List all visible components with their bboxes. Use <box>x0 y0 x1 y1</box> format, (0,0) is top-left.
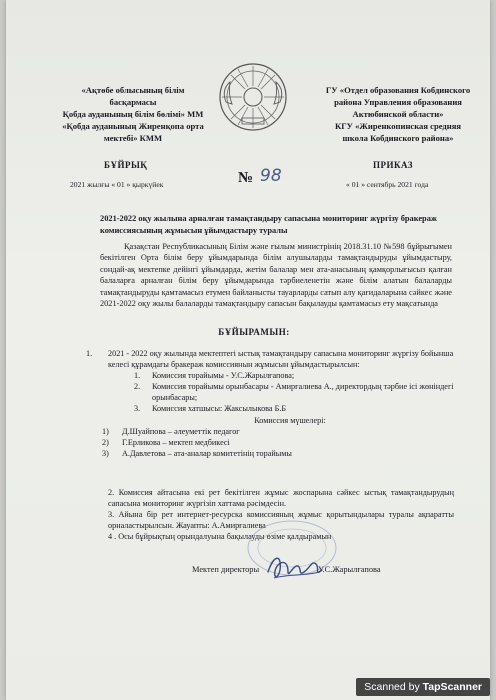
sub-text: Комиссия торайымы - У.С.Жарылғапова; <box>152 371 295 381</box>
order-word-ru: ПРИКАЗ <box>373 160 414 170</box>
number-sign: № <box>238 170 254 186</box>
header-left-line: мектебі» КММ <box>103 133 163 143</box>
header-right-line: КГУ «Жиренкопинская средняя <box>334 121 462 131</box>
header-left-line: басқармасы <box>109 97 157 107</box>
list-item <box>134 403 454 414</box>
header-right-line: школа Кобдинского района» <box>342 133 454 143</box>
members-heading: Комиссия мүшелері: <box>254 415 326 425</box>
sub-text: Комиссия хатшысы: Жаксылыкова Б.Б <box>152 404 287 414</box>
watermark-brand: TapScanner <box>422 681 482 693</box>
member-text: А.Давлетова – ата-аналар комитетінің торайымы <box>122 448 292 458</box>
member-number: 2) <box>102 437 109 447</box>
intro-paragraph: Қазақстан Республикасының Білім және ғылым министрінің 2018.31.10 №598 бұйрығымен бекітілген Орта білім беру ұйымдарында білім алушыларды тамақтандыруды ұйымдастыру, сондай-ақ мектепке дейінгі ұйымдарда, жетім балалар мен ата-анасының қамқорлығысыз қалған балаларға арналған білім беру ұйымдарында тәрбиеленетін және білім алатын балаларды тамақтандыруды қамтамасыз етумен байланысты тауарларды сатып алу қағидаларына сәйкес және 2021-2022 оқу жылы балаларды тамақтандыру сапасын бақылауды қамтамасыз ету мақсатында <box>100 242 452 309</box>
list-item <box>86 348 454 370</box>
number-value: 98 <box>260 166 282 186</box>
header-right-line: ГУ «Отдел образования Кобдинского <box>325 85 471 95</box>
watermark-prefix: Scanned by <box>364 681 423 693</box>
list-item <box>102 437 454 448</box>
order-number <box>238 168 298 192</box>
paragraph-4: 4 . Осы бұйрықтың орындалуына бақылауды өзіме қалдырамын <box>108 532 332 542</box>
sub-number: 1. <box>134 371 141 381</box>
state-emblem-icon <box>218 62 288 132</box>
sub-number: 3. <box>134 404 141 414</box>
header-right-line: Актюбинской области» <box>352 109 444 119</box>
header-right-line: района Управления образования <box>334 97 462 107</box>
header-left-line: Қобда ауданының білім бөлімі» ММ <box>62 109 204 119</box>
header-right <box>308 84 488 144</box>
header-left <box>54 84 212 144</box>
item-text: 2021 - 2022 оқу жылында мектептегі ыстық тамақтандыру сапасына мониторинг жүргізу бойынша келесі құрамдағы бракераж комиссиянын жұмысын ұйымдастырылсын: <box>108 349 454 370</box>
scanner-watermark <box>356 678 490 696</box>
order-date-kz: 2021 жылғы « 01 » қыркүйек <box>70 180 164 189</box>
order-body <box>86 348 454 542</box>
member-number: 1) <box>102 426 109 436</box>
item-number: 1. <box>86 349 93 358</box>
order-word-kz: БҰЙРЫҚ <box>104 160 148 170</box>
sub-number: 2. <box>134 382 141 392</box>
member-number: 3) <box>102 448 109 458</box>
list-item <box>102 448 454 459</box>
list-item <box>134 381 454 403</box>
member-text: Д.Шуайпова – әлеуметтік педагог <box>122 426 240 436</box>
list-item <box>102 426 454 437</box>
list-item <box>134 370 454 381</box>
document-title: 2021-2022 оқу жылына арналған тамақтандыру сапасына мониторинг жүргізу бракераж комиссиясының жұмысын ұйымдастыру туралы <box>100 214 437 235</box>
document-page <box>6 0 490 700</box>
member-text: Г.Ерликова – мектеп медбикесі <box>122 437 230 447</box>
signature-label: Мектеп директоры <box>192 565 260 574</box>
paragraph-2: 2. Комиссия айтасына екі рет бекітілген жұмыс жоспарына сәйкес ыстық тамақтандырудың сапасына мониторинг жүргізіп хаттама рәсімдесін. <box>108 487 454 509</box>
header-left-line: «Ақтөбе облысының білім <box>81 85 185 95</box>
header-left-line: «Қобда ауданының Жиренқопа орта <box>62 121 204 131</box>
paragraph-3: 3. Айына бір рет интернет-ресурска комиссияның жұмыс қорытындылары туралы ақпаратты орналастырылсын. Жауапты: А.Амирғалиева <box>108 510 454 531</box>
sub-text: Комиссия торайымы орынбасары - Амирғалиева А., директордың тәрбие ісі жөніндегі орынбасары; <box>152 382 454 403</box>
signature-icon <box>264 550 326 584</box>
spacer <box>86 459 454 487</box>
order-date-ru: « 01 » сентябрь 2021 года <box>346 180 429 189</box>
order-heading: БҰЙЫРАМЫН: <box>218 327 290 337</box>
signature-name: У.С.Жарылғапова <box>318 565 381 574</box>
